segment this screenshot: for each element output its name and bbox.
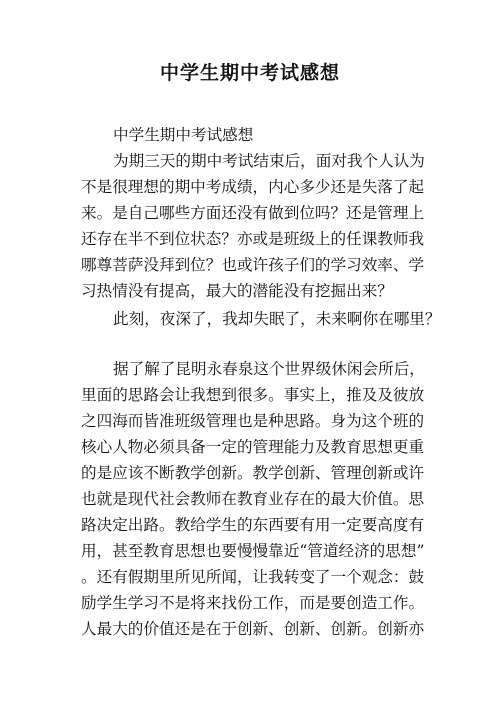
paragraph-line: 的是应该不断教学创新。教学创新、管理创新或许 xyxy=(81,464,425,482)
document-title: 中学生期中考试感想 xyxy=(159,62,340,84)
paragraph-line: 励学生学习不是将来找份工作，而是要创造工作。 xyxy=(81,594,425,612)
paragraph-line: 为期三天的期中考试结束后，面对我个人认为 xyxy=(113,152,425,170)
paragraph-line: 哪尊菩萨没拜到位？也或许孩子们的学习效率、学 xyxy=(81,256,425,274)
paragraph-line: 中学生期中考试感想 xyxy=(113,126,254,144)
paragraph-line: 还存在半不到位状态？亦或是班级上的任课教师我 xyxy=(81,230,425,248)
paragraph-line: 路决定出路。教给学生的东西要有用一定要高度有 xyxy=(81,516,425,534)
paragraph-line: 不是很理想的期中考成绩，内心多少还是失落了起 xyxy=(81,178,425,196)
paragraph-line: 核心人物必须具备一定的管理能力及教育思想更重 xyxy=(81,438,425,456)
paragraph-line: 此刻，夜深了，我却失眠了，未来啊你在哪里？ xyxy=(113,310,441,328)
paragraph-line: 之四海而皆准班级管理也是种思路。身为这个班的 xyxy=(81,412,425,430)
paragraph-line: 用，甚至教育思想也要慢慢靠近“管道经济的思想” xyxy=(81,542,425,560)
paragraph-line: 习热情没有提高，最大的潜能没有挖掘出来？ xyxy=(81,282,393,300)
paragraph-line: 据了解了昆明永春泉这个世界级休闲会所后， xyxy=(113,360,425,378)
paragraph-line: 来。是自己哪些方面还没有做到位吗？还是管理上 xyxy=(81,204,425,222)
paragraph-line: 里面的思路会让我想到很多。事实上，推及及彼放 xyxy=(81,386,425,404)
paragraph-line: 也就是现代社会教师在教育业存在的最大价值。思 xyxy=(81,490,425,508)
paragraph-line: 。还有假期里所见所闻，让我转变了一个观念：鼓 xyxy=(81,568,425,586)
paragraph-line: 人最大的价值还是在于创新、创新、创新。创新亦 xyxy=(81,620,425,638)
